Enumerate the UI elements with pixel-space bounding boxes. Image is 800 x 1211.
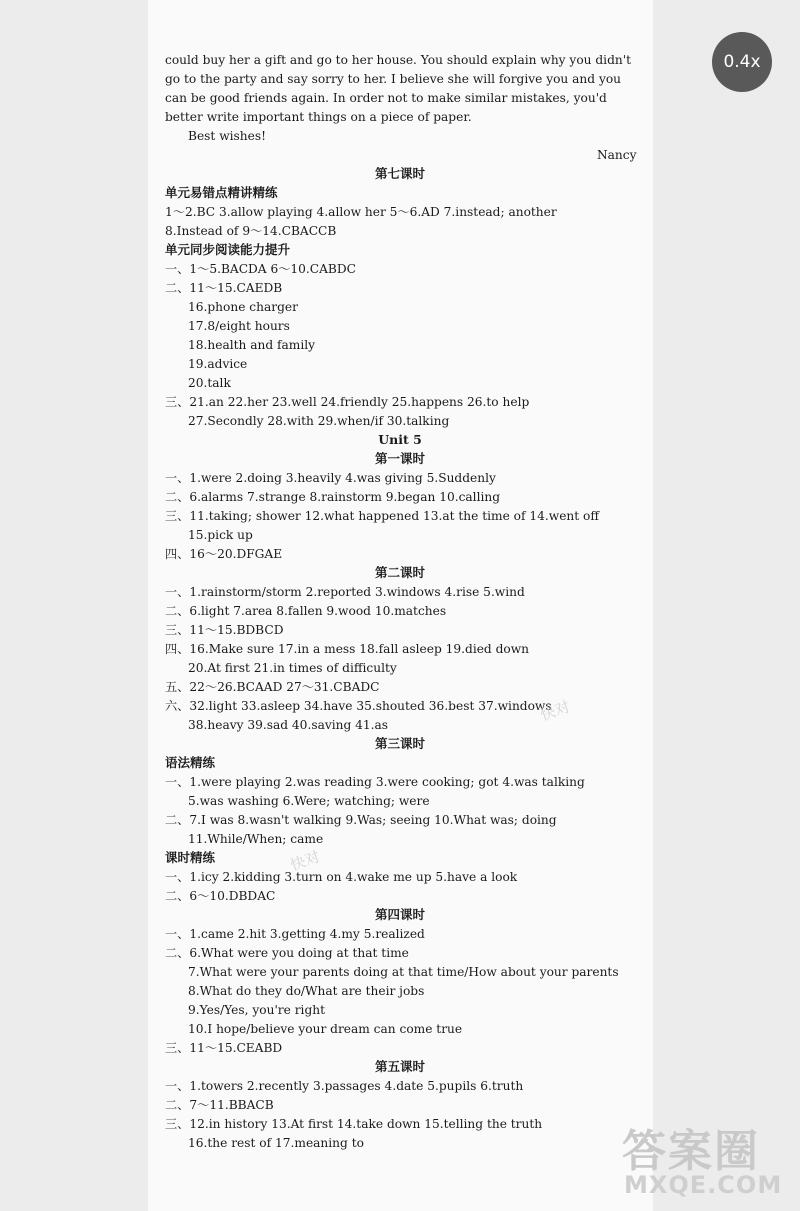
answer-line: 19.advice [188,357,248,371]
answer-line: 六、32.light 33.asleep 34.have 35.shouted 36.best 37.windows [165,699,552,713]
answer-line: 一、1.came 2.hit 3.getting 4.my 5.realized [165,927,425,941]
answer-line: 38.heavy 39.sad 40.saving 41.as [188,718,389,732]
answer-line: 二、6.alarms 7.strange 8.rainstorm 9.began 10.calling [165,490,501,504]
answer-line: 四、16～20.DFGAE [165,547,283,561]
answer-line: 三、11～15.CEABD [165,1041,283,1055]
answer-line: 二、7.I was 8.wasn't walking 9.Was; seeing 10.What was; doing [165,813,557,827]
lesson-title: 第四课时 [374,907,425,922]
answer-line: 三、12.in history 13.At first 14.take down 15.telling the truth [165,1117,543,1131]
answer-line: 11.While/When; came [188,832,324,846]
lesson-title: 第一课时 [374,451,425,466]
lesson-title: 第三课时 [374,736,425,751]
answer-line: 一、1.rainstorm/storm 2.reported 3.windows 4.rise 5.wind [165,585,525,599]
answer-line: 一、1～5.BACDA 6～10.CABDC [165,262,356,276]
answer-line: 三、11.taking; shower 12.what happened 13.at the time of 14.went off [165,509,600,523]
section-title: 单元同步阅读能力提升 [165,242,291,257]
answer-line: 18.health and family [188,338,316,352]
answer-line: 一、1.were playing 2.was reading 3.were cooking; got 4.was talking [165,775,585,789]
unit-title: Unit 5 [378,432,422,447]
answer-line: 16.the rest of 17.meaning to [188,1136,364,1150]
stamp-watermark: 快对 [537,697,573,725]
watermark-title: 答案圈 [622,1126,760,1177]
lesson-title: 第五课时 [374,1059,425,1074]
answer-line: 7.What were your parents doing at that time/How about your parents [188,965,619,979]
letter-line: go to the party and say sorry to her. I believe she will forgive you and you [165,72,622,86]
answer-line: 8.Instead of 9～14.CBACCB [165,224,337,238]
site-watermark-logo [622,1115,794,1207]
answer-line: 8.What do they do/What are their jobs [188,984,425,998]
answer-line: 17.8/eight hours [188,319,290,333]
letter-line: better write important things on a piece of paper. [165,110,472,124]
answer-line: 一、1.were 2.doing 3.heavily 4.was giving 5.Suddenly [165,471,496,485]
answer-line: 20.talk [188,376,231,390]
answer-line: 15.pick up [188,528,253,542]
section-title: 课时精练 [165,850,216,865]
answer-line: 二、11～15.CAEDB [165,281,283,295]
letter-signature: Nancy [597,148,637,162]
answer-line: 四、16.Make sure 17.in a mess 18.fall asleep 19.died down [165,642,530,656]
answer-line: 1～2.BC 3.allow playing 4.allow her 5～6.AD 7.instead; another [165,205,557,219]
answer-line: 二、6.What were you doing at that time [165,946,409,960]
answer-line: 三、11～15.BDBCD [165,623,284,637]
answer-line: 20.At first 21.in times of difficulty [188,661,397,675]
answer-line: 三、21.an 22.her 23.well 24.friendly 25.happens 26.to help [165,395,530,409]
answer-line: 16.phone charger [188,300,298,314]
letter-line: could buy her a gift and go to her house. You should explain why you didn't [165,53,631,67]
answer-line: 一、1.towers 2.recently 3.passages 4.date 5.pupils 6.truth [165,1079,524,1093]
watermark-domain: MXQE.COM [624,1171,783,1199]
answer-line: 二、6.light 7.area 8.fallen 9.wood 10.matches [165,604,447,618]
answer-line: 5.was washing 6.Were; watching; were [188,794,430,808]
lesson-title: 第二课时 [374,565,425,580]
playback-speed-button[interactable]: 0.4x [712,32,772,92]
stamp-watermark: 快对 [287,847,323,875]
answer-line: 10.I hope/believe your dream can come true [188,1022,463,1036]
letter-closing: Best wishes! [188,129,266,143]
answer-line: 27.Secondly 28.with 29.when/if 30.talking [188,414,450,428]
section-title: 语法精练 [165,755,216,770]
answer-line: 二、6～10.DBDAC [165,889,276,903]
answer-line: 一、1.icy 2.kidding 3.turn on 4.wake me up 5.have a look [165,870,518,884]
section-title: 单元易错点精讲精练 [165,185,278,200]
answer-line: 二、7～11.BBACB [165,1098,274,1112]
letter-line: can be good friends again. In order not to make similar mistakes, you'd [165,91,607,105]
answer-line: 五、22～26.BCAAD 27～31.CBADC [165,680,380,694]
lesson-title: 第七课时 [374,166,425,181]
answer-line: 9.Yes/Yes, you're right [188,1003,325,1017]
